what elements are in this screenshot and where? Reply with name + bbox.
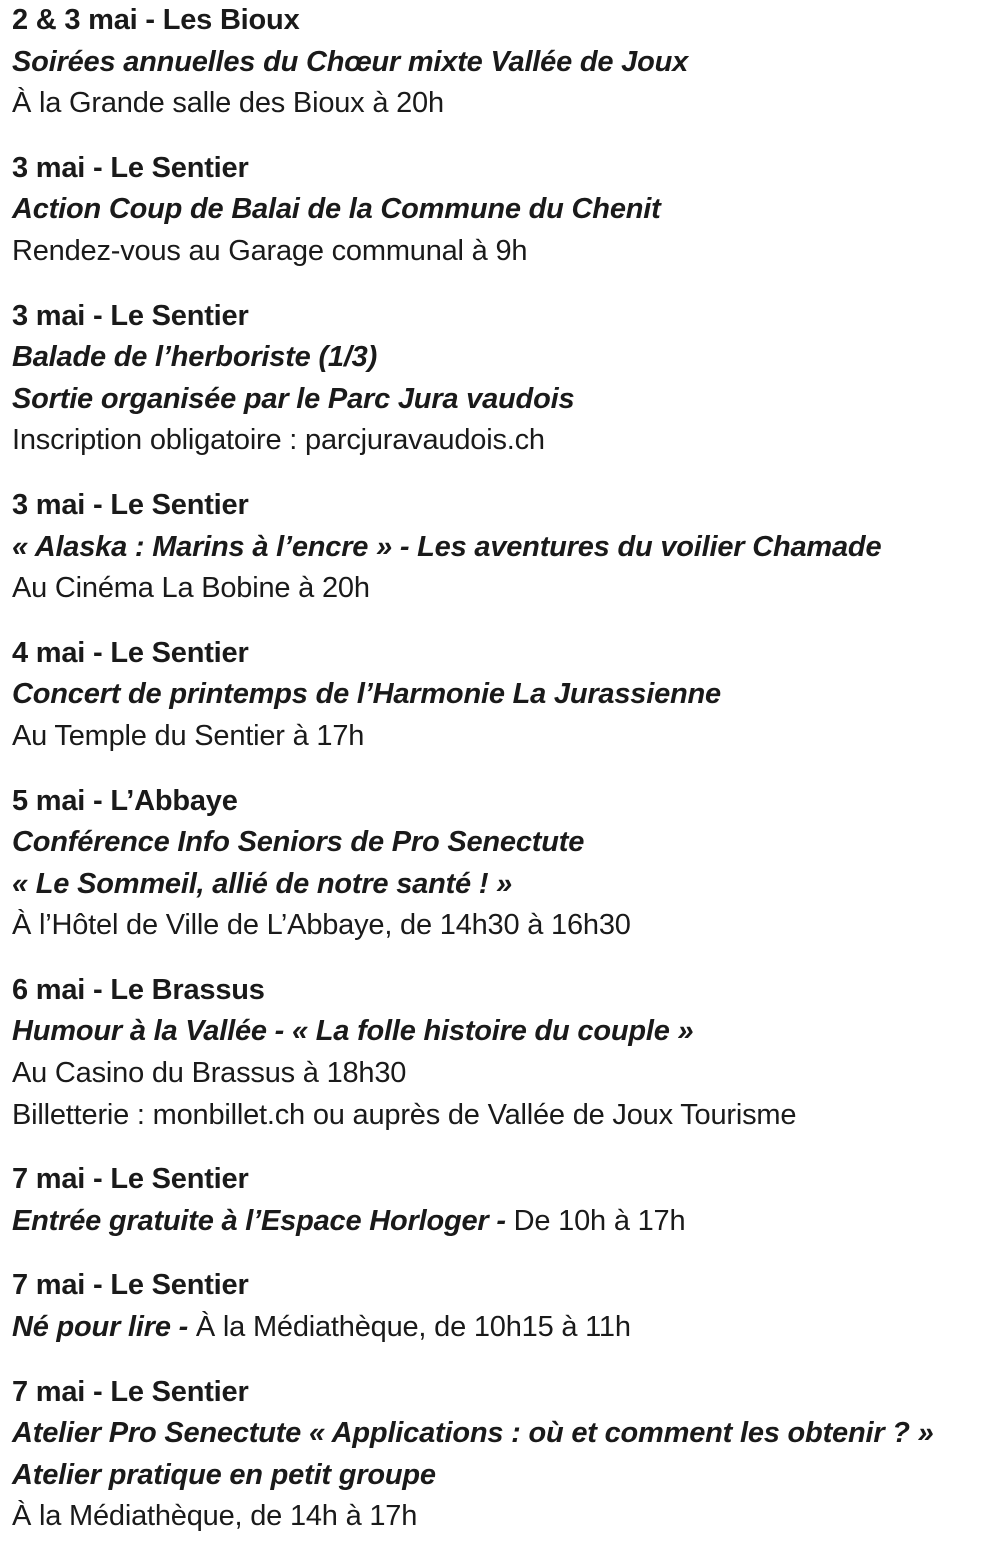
event-title: Balade de l’herboriste (1/3): [12, 341, 378, 374]
event-details: Inscription obligatoire : parcjuravaudois.ch: [12, 424, 545, 457]
event-separator: [12, 273, 977, 296]
event-title: Né pour lire -: [12, 1311, 196, 1344]
event-date-location: 4 mai - Le Sentier: [12, 636, 249, 669]
event-details: Au Casino du Brassus à 18h30: [12, 1057, 407, 1090]
event-title: Atelier Pro Senectute « Applications : où et comment les obtenir ? »: [12, 1417, 934, 1450]
event-details: À l’Hôtel de Ville de L’Abbaye, de 14h30 à 16h30: [12, 909, 631, 942]
event-item: [12, 970, 977, 1136]
event-details: Au Temple du Sentier à 17h: [12, 719, 365, 752]
event-title: Humour à la Vallée - « La folle histoire du couple »: [12, 1015, 694, 1048]
event-separator: [12, 125, 977, 148]
event-date-location: 3 mai - Le Sentier: [12, 488, 249, 521]
event-details: De 10h à 17h: [513, 1204, 686, 1237]
event-separator: [12, 758, 977, 781]
event-details: Billetterie : monbillet.ch ou auprès de Vallée de Joux Tourisme: [12, 1098, 797, 1131]
event-details: À la Grande salle des Bioux à 20h: [12, 87, 444, 120]
event-separator: [12, 947, 977, 970]
event-date-location: 5 mai - L’Abbaye: [12, 784, 238, 817]
event-separator: [12, 462, 977, 485]
event-item: [12, 296, 977, 462]
event-item: [12, 1265, 977, 1348]
event-separator: [12, 1136, 977, 1159]
event-date-location: 3 mai - Le Sentier: [12, 151, 249, 184]
event-item: [12, 0, 977, 125]
event-title: Concert de printemps de l’Harmonie La Jurassienne: [12, 678, 721, 711]
event-separator: [12, 1349, 977, 1372]
event-title: Atelier pratique en petit groupe: [12, 1458, 436, 1491]
event-title: Entrée gratuite à l’Espace Horloger -: [12, 1204, 514, 1237]
event-item: [12, 1159, 977, 1242]
event-details: Rendez-vous au Garage communal à 9h: [12, 234, 528, 267]
event-date-location: 3 mai - Le Sentier: [12, 299, 249, 332]
event-list: [12, 0, 977, 1538]
event-title: Conférence Info Seniors de Pro Senectute: [12, 826, 585, 859]
event-date-location: 7 mai - Le Sentier: [12, 1163, 249, 1196]
event-item: [12, 485, 977, 610]
event-details: À la Médiathèque, de 10h15 à 11h: [195, 1311, 631, 1344]
event-item: [12, 781, 977, 947]
event-title: « Le Sommeil, allié de notre santé ! »: [12, 867, 513, 900]
event-date-location: 7 mai - Le Sentier: [12, 1269, 249, 1302]
event-title-with-details: [12, 1307, 977, 1349]
event-date-location: 6 mai - Le Brassus: [12, 973, 265, 1006]
event-date-location: 7 mai - Le Sentier: [12, 1375, 249, 1408]
event-item: [12, 1372, 977, 1538]
event-title: Sortie organisée par le Parc Jura vaudois: [12, 382, 575, 415]
event-item: [12, 633, 977, 758]
event-title: Soirées annuelles du Chœur mixte Vallée de Joux: [12, 45, 689, 78]
event-details: À la Médiathèque, de 14h à 17h: [12, 1500, 418, 1533]
event-separator: [12, 610, 977, 633]
event-title: Action Coup de Balai de la Commune du Chenit: [12, 193, 661, 226]
event-item: [12, 148, 977, 273]
event-title: « Alaska : Marins à l’encre » - Les aventures du voilier Chamade: [12, 530, 882, 563]
event-details: Au Cinéma La Bobine à 20h: [12, 572, 370, 605]
event-separator: [12, 1242, 977, 1265]
event-title-with-details: [12, 1201, 977, 1243]
event-date-location: 2 & 3 mai - Les Bioux: [12, 4, 300, 36]
